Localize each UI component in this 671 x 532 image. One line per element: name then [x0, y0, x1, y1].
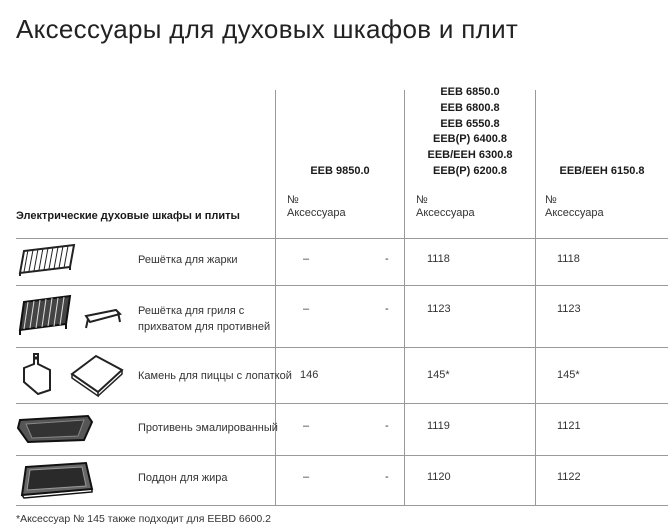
row-divider — [16, 285, 668, 286]
model-name: EEB/EEH 6150.8 — [559, 165, 645, 177]
accessory-number-label: № Аксессуара — [416, 194, 475, 219]
accessory-description: Противень эмалированный — [138, 422, 278, 434]
accessory-description: Поддон для жира — [138, 472, 228, 484]
row-divider — [16, 403, 668, 404]
model-name: EEB/EEH 6300.8 — [427, 149, 513, 162]
accessory-number: - — [385, 471, 389, 483]
accessory-number-label: № Аксессуара — [545, 194, 604, 219]
row-divider — [16, 347, 668, 348]
row-divider — [16, 505, 668, 506]
model-name: EEB 6550.8 — [440, 117, 500, 130]
accessory-number: 146 — [300, 369, 319, 381]
accessory-description: Решётка для гриля с прихватом для противней — [138, 305, 271, 333]
row-divider — [16, 455, 668, 456]
model-name: EEB(P) 6200.8 — [433, 164, 507, 177]
accessory-number: - — [385, 303, 389, 315]
accessory-number: 145* — [427, 369, 450, 381]
row-divider — [16, 238, 668, 239]
column-divider — [535, 90, 536, 505]
accessory-number: – — [303, 253, 310, 265]
accessory-number: - — [385, 253, 389, 265]
model-name: EEB(P) 6400.8 — [433, 133, 507, 146]
accessory-number: 1118 — [427, 253, 450, 265]
footnote: *Аксессуар № 145 также подходит для EEBD 6600.2 — [16, 513, 272, 525]
accessory-number: – — [303, 303, 310, 315]
column-3-models — [536, 164, 668, 180]
grill-rack-icon — [18, 243, 78, 279]
category-label: Электрические духовые шкафы и плиты — [16, 210, 240, 222]
model-name: EEB 6800.8 — [440, 101, 500, 114]
accessory-number: 1122 — [557, 471, 581, 483]
column-divider — [275, 90, 276, 505]
accessory-number-label: № Аксессуара — [287, 194, 346, 219]
page-title: Аксессуары для духовых шкафов и плит — [16, 14, 519, 44]
accessory-description: Камень для пиццы с лопаткой — [138, 370, 292, 382]
drip-pan-icon — [16, 459, 96, 501]
pizza-stone-with-peel-icon — [14, 352, 126, 398]
accessory-number: 1120 — [427, 471, 451, 483]
accessory-number: 1123 — [557, 303, 581, 315]
model-name: EEB 9850.0 — [310, 165, 370, 177]
model-name: EEB 6850.0 — [440, 86, 500, 98]
accessory-number: – — [303, 420, 310, 432]
accessory-number: - — [385, 420, 389, 432]
accessory-number: 1119 — [427, 420, 450, 432]
grill-grate-with-holder-icon — [16, 294, 124, 340]
column-2-models — [405, 85, 535, 180]
column-1-models — [276, 164, 404, 180]
enamel-tray-icon — [16, 410, 96, 446]
accessory-number: 145* — [557, 369, 580, 381]
accessory-number: 1123 — [427, 303, 451, 315]
accessory-description: Решётка для жарки — [138, 254, 238, 266]
accessory-number: – — [303, 471, 310, 483]
accessory-number: 1121 — [557, 420, 581, 432]
accessory-number: 1118 — [557, 253, 580, 265]
